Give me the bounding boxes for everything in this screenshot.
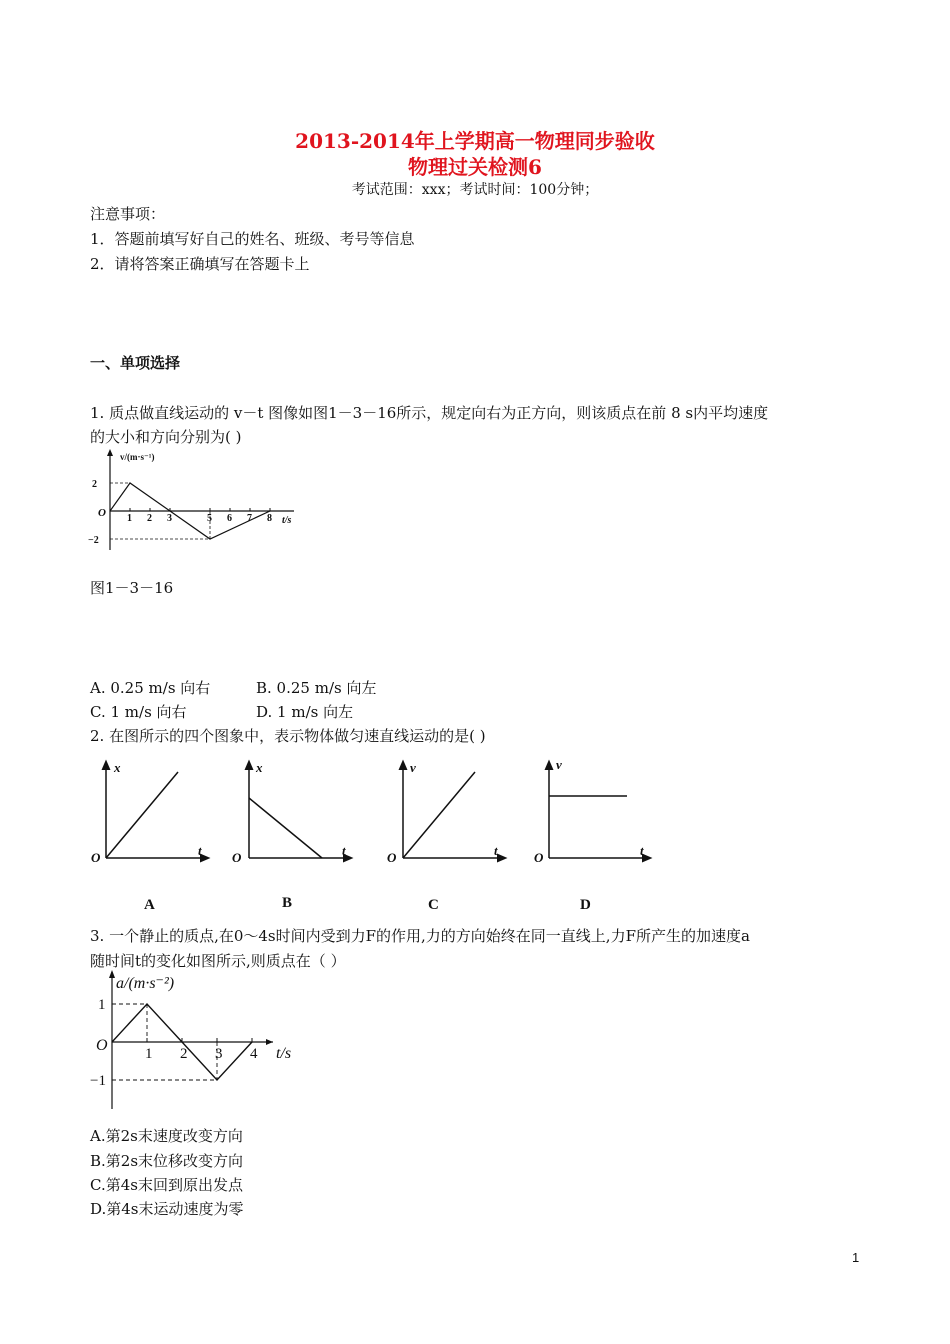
q1-option-b[interactable]: B. 0.25 m/s 向左 bbox=[256, 679, 377, 697]
q1-text-line1: 1. 质点做直线运动的 v－t 图像如图1－3－16所示，规定向右为正方向，则该质点在前 8 s内平均速度 bbox=[90, 404, 769, 422]
q1-caption: 图1－3－16 bbox=[90, 579, 174, 597]
q2-b-line bbox=[249, 798, 322, 858]
q3-x-tick-label: 4 bbox=[250, 1046, 258, 1062]
q1-ylabel: v/(m·s⁻¹) bbox=[120, 452, 155, 462]
q1-y-tick-label: 2 bbox=[92, 479, 97, 490]
q2-graph-b bbox=[232, 760, 349, 911]
q2-c-ylabel: v bbox=[410, 760, 416, 775]
q3-at-graph bbox=[86, 966, 316, 1112]
q1-x-tick-label: 7 bbox=[247, 513, 252, 524]
q2-graph-d bbox=[534, 757, 648, 913]
q1-x-tick-label: 6 bbox=[227, 513, 232, 524]
notice-heading: 注意事项： bbox=[90, 205, 166, 223]
q1-data-point bbox=[129, 482, 130, 483]
q3-y-tick-label: −1 bbox=[90, 1073, 106, 1089]
q1-text-line2: 的大小和方向分别为( ) bbox=[90, 428, 242, 446]
q1-x-tick-label: 5 bbox=[207, 513, 212, 524]
q3-option-d[interactable]: D.第4s末运动速度为零 bbox=[90, 1200, 244, 1218]
q1-x-tick-label: 2 bbox=[147, 513, 152, 524]
q2-d-origin: O bbox=[534, 850, 544, 865]
q2-c-origin: O bbox=[387, 850, 397, 865]
q2-d-xlabel: t bbox=[640, 843, 644, 858]
q2-a-ylabel: x bbox=[114, 760, 121, 775]
q1-x-tick-label: 1 bbox=[127, 513, 132, 524]
q2-b-ylabel: x bbox=[256, 760, 263, 775]
q2-c-letter: C bbox=[428, 897, 439, 913]
q3-data-point bbox=[216, 1079, 217, 1080]
q2-a-line bbox=[106, 772, 178, 858]
q3-x-tick-label: 2 bbox=[180, 1046, 188, 1062]
q1-option-d[interactable]: D. 1 m/s 向左 bbox=[256, 703, 354, 721]
q2-d-letter: D bbox=[580, 897, 591, 913]
exam-info: 考试范围：xxx；考试时间：100分钟； bbox=[351, 182, 599, 198]
q2-d-ylabel: v bbox=[556, 757, 562, 772]
q1-vt-graph bbox=[86, 446, 316, 550]
q1-y-arrow bbox=[107, 449, 113, 456]
q3-x-arrow bbox=[266, 1039, 273, 1045]
q3-option-a[interactable]: A.第2s末速度改变方向 bbox=[90, 1127, 243, 1145]
q3-data-point bbox=[146, 1003, 147, 1004]
q2-graphs bbox=[86, 752, 656, 917]
page-number: 1 bbox=[852, 1250, 860, 1265]
q1-y-tick-label: −2 bbox=[88, 535, 99, 546]
q3-origin: O bbox=[96, 1037, 108, 1054]
notice-item-1: 1．答题前填写好自己的姓名、班级、考号等信息 bbox=[90, 230, 415, 248]
q3-x-tick-label: 1 bbox=[145, 1046, 153, 1062]
q2-b-xlabel: t bbox=[342, 843, 346, 858]
q3-text-line2: 随时间t的变化如图所示,则质点在（ ） bbox=[90, 952, 346, 970]
q3-xlabel: t/s bbox=[276, 1045, 292, 1062]
q1-data-point bbox=[209, 538, 210, 539]
q2-graph-a bbox=[91, 760, 206, 913]
q2-a-letter: A bbox=[144, 897, 155, 913]
q2-a-origin: O bbox=[91, 850, 101, 865]
q1-data-point bbox=[109, 510, 110, 511]
q3-data-point bbox=[111, 1041, 112, 1042]
q3-y-tick-label: 1 bbox=[98, 997, 106, 1013]
document-title-line2: 物理过关检测6 bbox=[408, 155, 542, 179]
q2-b-letter: B bbox=[282, 895, 293, 911]
q1-origin: O bbox=[98, 507, 106, 519]
q3-text-line1: 3. 一个静止的质点,在0～4s时间内受到力F的作用,力的方向始终在同一直线上,力F所产生的加速度a bbox=[90, 927, 750, 945]
q1-x-tick-label: 3 bbox=[167, 513, 172, 524]
section-heading: 一、单项选择 bbox=[90, 354, 181, 372]
q2-a-xlabel: t bbox=[198, 843, 202, 858]
q2-c-line bbox=[403, 772, 475, 858]
q1-option-c[interactable]: C. 1 m/s 向右 bbox=[90, 703, 187, 721]
q3-y-arrow bbox=[109, 970, 115, 978]
q2-c-xlabel: t bbox=[494, 843, 498, 858]
q2-graph-c bbox=[387, 760, 503, 913]
q3-x-tick-label: 3 bbox=[215, 1046, 223, 1062]
q2-text: 2. 在图所示的四个图象中，表示物体做匀速直线运动的是( ) bbox=[90, 727, 486, 745]
q2-b-origin: O bbox=[232, 850, 242, 865]
q1-xlabel: t/s bbox=[282, 515, 292, 526]
q1-x-tick-label: 8 bbox=[267, 513, 272, 524]
q3-option-b[interactable]: B.第2s末位移改变方向 bbox=[90, 1152, 244, 1170]
q1-option-a[interactable]: A. 0.25 m/s 向右 bbox=[90, 679, 211, 697]
notice-item-2: 2．请将答案正确填写在答题卡上 bbox=[90, 255, 310, 273]
document-title-line1: 2013-2014年上学期高一物理同步验收 bbox=[295, 129, 655, 153]
q3-ylabel: a/(m·s⁻²) bbox=[116, 975, 175, 992]
q3-option-c[interactable]: C.第4s末回到原出发点 bbox=[90, 1176, 243, 1194]
